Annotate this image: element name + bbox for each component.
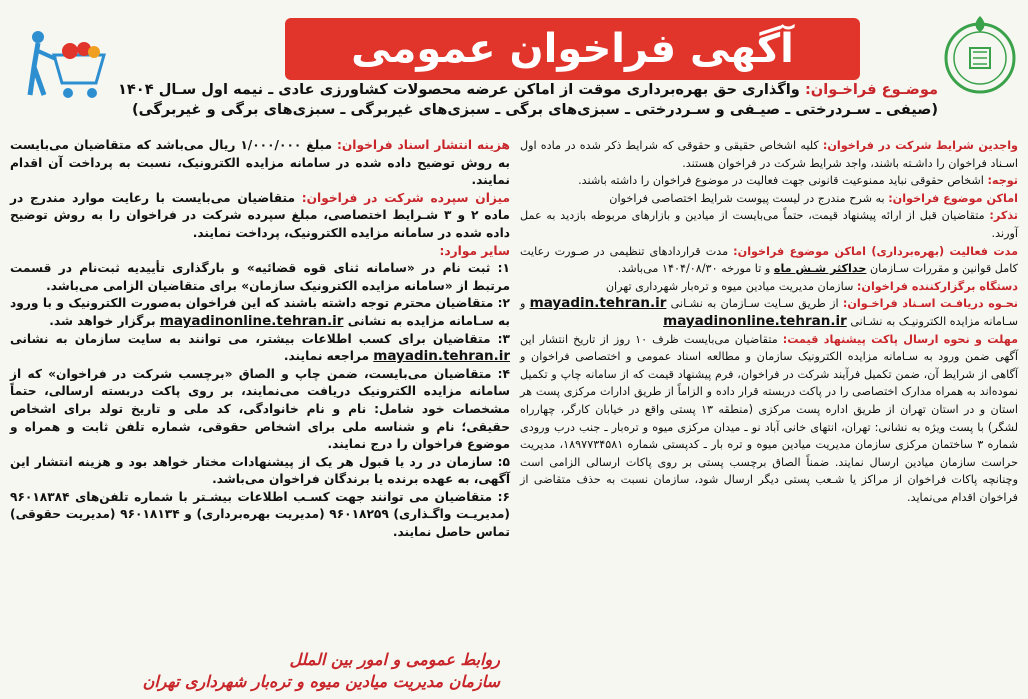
- page-title: آگهی فراخوان عمومی: [351, 26, 794, 72]
- docs-paragraph: [520, 295, 1018, 330]
- fee-label: هزینه انتشار اسناد فراخوان:: [336, 138, 510, 152]
- deposit-text: متقاضیان می‌بایست با رعایت موارد مندرج در ماده ۲ و ۳ شـرایط اختصاصی، مبلغ سپرده شرکت در فراخوان را به روش توضیح داده شده در سامانه مزایده الکترونیک، پرداخت نمایند.: [10, 190, 510, 240]
- docs-link-auction[interactable]: mayadinonline.tehran.ir: [663, 312, 847, 329]
- eligibility-text: کلیه اشخاص حقیقی و حقوقی که شرایط ذکر شده در ماده اول اسـناد فراخوان را داشـته باشند، واجد شرایط شرکت در فراخوان هستند.: [520, 139, 1018, 170]
- list-item: ۵: سازمان در رد یا قبول هر یک از پیشنهادات مختار خواهد بود و هزینه انتشار این آگهی، به عهده برنده یا برندگان فراخوان می‌باشد.: [10, 454, 510, 487]
- eligibility-paragraph: [520, 137, 1018, 172]
- period-label: مدت فعالیت (بهره‌برداری) اماکن موضوع فراخوان:: [733, 244, 1018, 258]
- fee-paragraph: [10, 137, 510, 190]
- item2-text-b: برگزار خواهد شد.: [49, 313, 156, 328]
- title-banner: [285, 18, 860, 80]
- organizer-paragraph: [520, 278, 1018, 296]
- deadline-label: مهلت و نحوه ارسال پاکت پیشنهاد قیمت:: [782, 332, 1019, 346]
- list-item: ۱: ثبت نام در «سامانه ثنای قوه قضائیه» و بارگذاری تأییدیه ثبت‌نام در قسمت مرتبط از «سامانه مزایده الکترونیک سازمان» برای متقاضیان الزامی می‌باشد.: [10, 261, 510, 293]
- organizer-label: دستگاه برگزارکننده فراخوان:: [856, 279, 1018, 293]
- subject-section: [118, 80, 938, 120]
- left-column: [10, 137, 510, 542]
- item2-link[interactable]: mayadinonline.tehran.ir: [159, 312, 344, 329]
- note-paragraph: [520, 172, 1018, 190]
- fee-text: مبلغ ۱/۰۰۰/۰۰۰ ریال می‌باشد که متقاضیان می‌بایست به روش توضیح داده شده در سامانه مزایده الکترونیک، نسبت به پرداخت آن اقدام نمایند.: [10, 138, 510, 188]
- list-item: [10, 295, 510, 330]
- eligibility-label: واجدین شرایط شرکت در فراخوان:: [822, 139, 1019, 152]
- signature-line-1: روابط عمومی و امور بین الملل: [289, 650, 500, 669]
- note-text: اشخاص حقوقی نباید ممنوعیت قانونی جهت فعالیت در موضوع فراخوان را داشته باشند.: [578, 174, 984, 188]
- note-label: توجه:: [987, 174, 1018, 188]
- list-item: ۴: متقاضیان می‌بایست، ضمن چاپ و الصاق «برچسب شرکت در فراخوان» که از سامانه مزایده الکترونیک دریافت می‌نمایند، بر روی پاکت دربسته ارسالی، حتماً مشخصات خود شامل: نام و نام خانوادگی، کد ملی و تاریخ تولد برای اشخاص حقیقی؛ نام و شناسه ملی برای اشخاص حقوقی، شماره تلفن ثابت و همراه و موضوع فراخوان را درج نمایند.: [10, 366, 510, 452]
- docs-text-2: و سـامانه مزایده الکترونیـک به نشـانی: [520, 297, 1018, 328]
- places-paragraph: [520, 190, 1018, 208]
- subject-text: واگذاری حق بهره‌برداری موقت از اماکن عرضه محصولات کشاورزی عادی ـ نیمه اول سـال ۱۴۰۴ (صیفی ـ سـردرختی ـ صیـفی و سـردرختی ـ سبزی‌های برگی ـ سبزی‌های غیربرگی ـ سبزی‌های برگی و غیربرگی): [117, 81, 938, 118]
- reminder-text: متقاضیان قبل از ارائه پیشنهاد قیمت، حتماً می‌بایست از میادین و بازارهای مربوطه بازدید به عمل آورند.: [520, 209, 1018, 240]
- organizer-text: سازمان مدیریت میادین میوه و تره‌بار شهرداری تهران: [605, 279, 854, 293]
- fruit-cart-icon: [20, 25, 110, 105]
- deposit-paragraph: [10, 190, 510, 243]
- reminder-label: تذکر:: [989, 209, 1018, 223]
- deadline-text: متقاضیان می‌بایست ظرف ۱۰ روز از تاریخ انتشار این آگهی ضمن ورود به سـامانه مزایده الکترونیک سازمان و مطالعه اسناد عمومی و اختصاصی فراخوان و آگاهی از شرایط آن، ضمن تکمیل فرآیند شرکت در فراخوان، فرم پیشنهاد قیمت که از سامانه چاپ و تکمیل نموده‌اند به همراه مدارک اختصاصی را در پاکت دربسته قرار داده و الزاماً از طریق ادارات مرکزی پست هر استان و در استان تهران از طریق اداره پست مرکزی (منطقه ۱۳ پستی واقع در خیابان کارگر، چهارراه لشگر) با پست ویژه به نشانی: تهران، انتهای خانی آباد نو ـ میدان مرکزی میوه و تره‌بار ـ جنب درب ورودی شماره ۳ ساختمان مرکزی سازمان مدیریت میادین میوه و تره بار ـ کدپستی شماره ۱۸۹۷۷۳۴۵۸۱، مدیریت حراست سازمان میادین ارسال نمایند. ضمناً الصاق برچسب پستی بر روی پاکات ارسالی الزامی است وچنانچه پاکات فراخوان از مراکز یا شـعب پستی دیگر ارسال شود، سازمان نسبت به حذف متقاضی از فراخوان اقدام می‌نماید.: [520, 332, 1019, 504]
- item3-text-b: مراجعه نمایند.: [283, 349, 370, 364]
- item3-link[interactable]: mayadin.tehran.ir: [373, 348, 510, 365]
- deadline-paragraph: [520, 331, 1018, 507]
- deposit-label: میزان سپرده شرکت در فراخوان:: [301, 190, 510, 205]
- item2-text-a: ۲: متقاضیان محترم توجه داشته باشند که این فراخوان به‌صورت الکترونیک و با ورود به سـامانه مزایده به نشانی: [10, 296, 510, 328]
- list-item: [10, 331, 510, 366]
- period-emphasis: حداکثر شـش ماه: [773, 262, 867, 276]
- docs-text-1: از طریق سـایت سـازمان به نشـانی: [670, 297, 839, 311]
- item3-text-a: ۳: متقاضیان برای کسب اطلاعات بیشتر، می توانند به سایت سازمان به نشانی: [10, 331, 510, 346]
- docs-link-site[interactable]: mayadin.tehran.ir: [529, 295, 667, 312]
- signature: [20, 649, 500, 693]
- period-text-1: مدت قراردادهای تنظیمی در صـورت رعایت کامل قوانین و مقررات سـازمان: [520, 244, 1018, 276]
- right-column: [520, 137, 1018, 506]
- signature-line-2: سازمان مدیریت میادین میوه و تره‌بار شهرداری تهران: [142, 672, 500, 691]
- period-paragraph: [520, 243, 1018, 278]
- tehran-municipality-logo: [940, 10, 1020, 102]
- docs-label: نحـوه دریافـت اسـناد فراخـوان:: [842, 297, 1018, 311]
- reminder-paragraph: [520, 207, 1018, 242]
- subject-label: موضـوع فراخـوان:: [804, 81, 938, 98]
- list-item: ۶: متقاضیان می توانند جهت کسـب اطلاعات بیشـتر با شماره تلفن‌های ۹۶۰۱۸۳۸۴ (مدیریـت واگـذاری) ۹۶۰۱۸۲۵۹ (مدیریت بهره‌برداری) و ۹۶۰۱۸۱۳۴ (مدیریت حقوقی) تماس حاصل نمایند.: [10, 489, 510, 540]
- places-label: اماکن موضوع فراخوان:: [888, 191, 1018, 205]
- other-label: سایر موارد:: [439, 243, 510, 258]
- places-text: به شرح مندرج در لیست پیوست شرایط اختصاصی فراخوان: [609, 191, 885, 205]
- period-text-2: و تا مورخه ۱۴۰۴/۰۸/۳۰ می‌باشد.: [617, 262, 771, 276]
- other-heading: [10, 243, 510, 261]
